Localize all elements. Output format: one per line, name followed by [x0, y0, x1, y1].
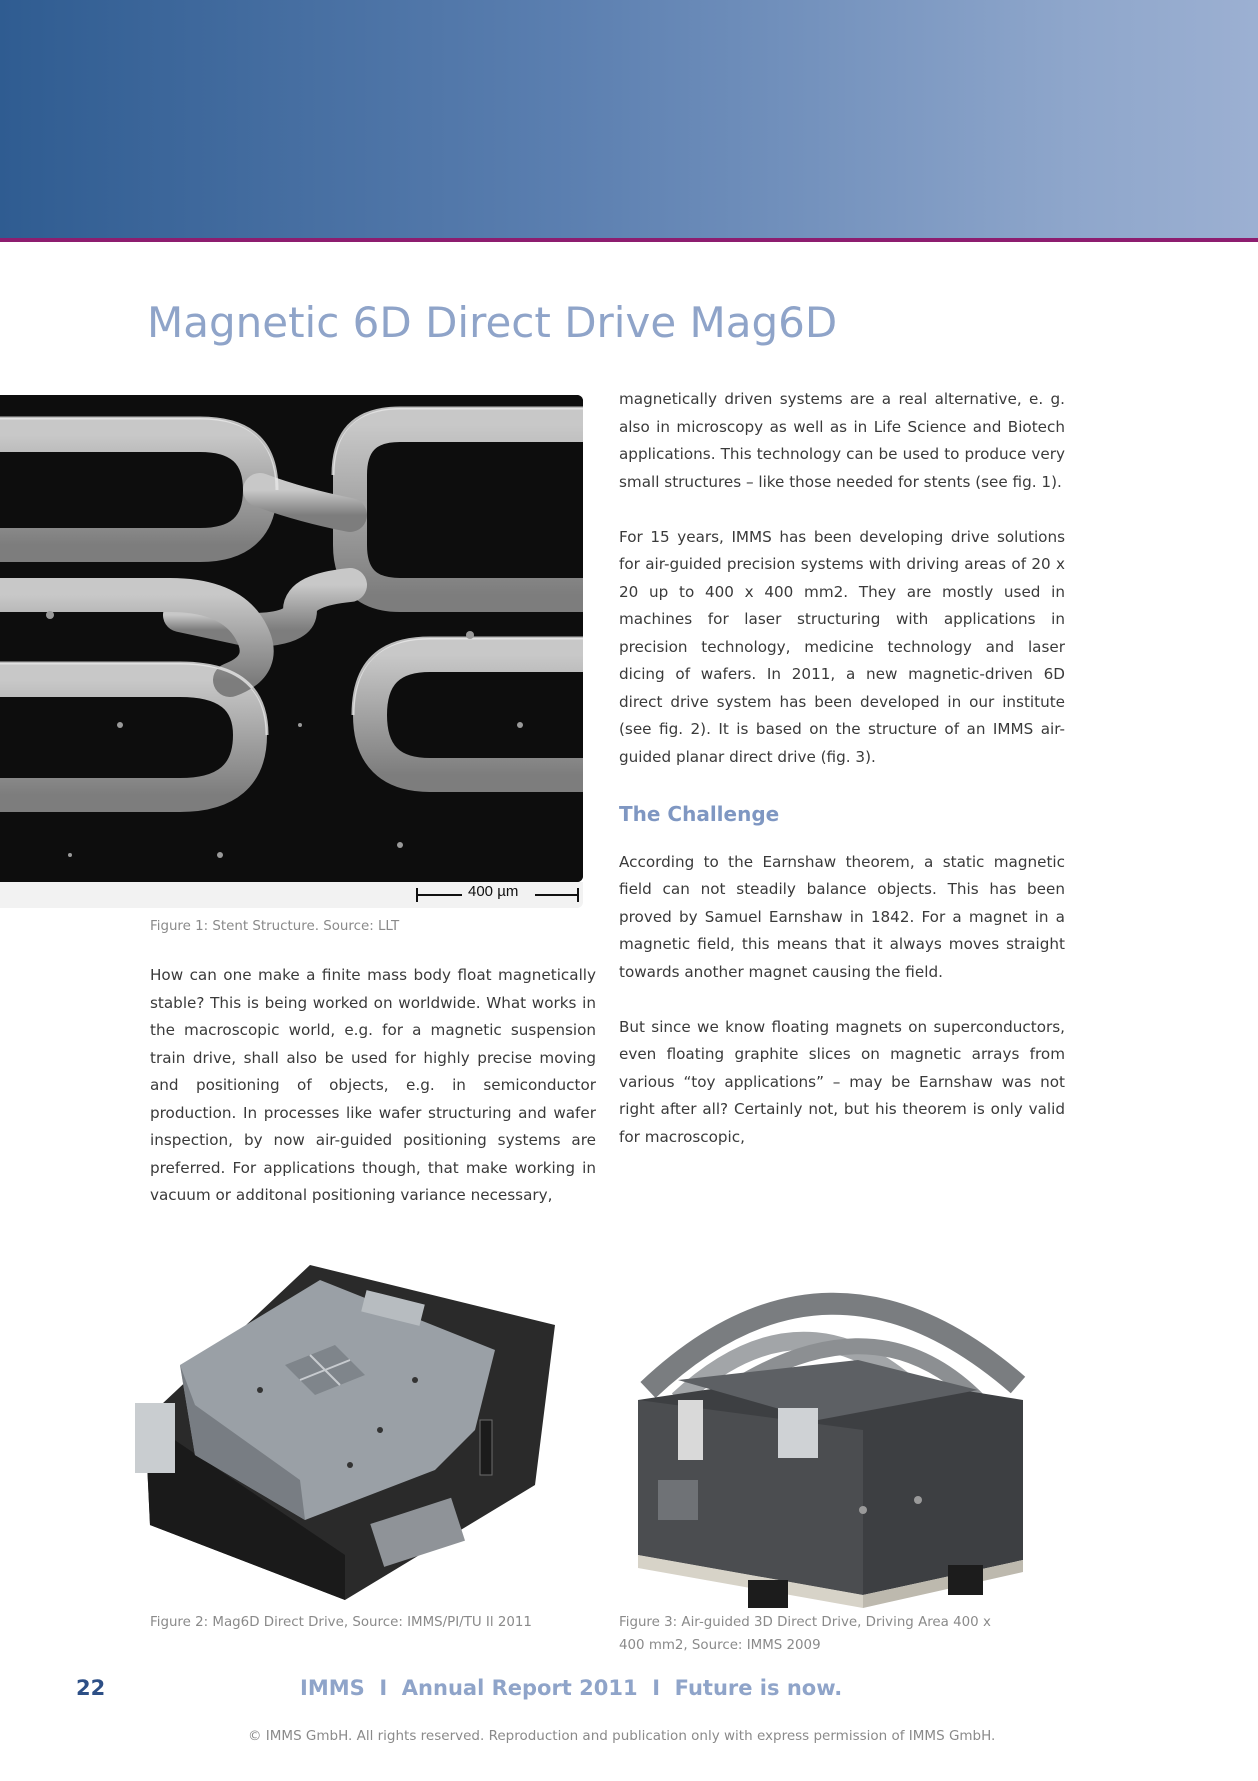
figure-1-stent-image	[0, 395, 583, 882]
figure-3-caption-line-1: Figure 3: Air-guided 3D Direct Drive, Driving Area 400 x	[619, 1615, 991, 1630]
paragraph: According to the Earnshaw theorem, a static magnetic field can not steadily balance objects. This has been proved by Samuel Earnshaw in 1842. For a magnet in a magnetic field, this means that it always moves straight towards another magnet causing the field.	[619, 852, 1065, 981]
section-heading: The Challenge	[619, 801, 780, 826]
copyright-notice: © IMMS GmbH. All rights reserved. Reproduction and publication only with express permission of IMMS GmbH.	[248, 1728, 996, 1744]
page-number: 22	[76, 1676, 106, 1700]
figure-1-scale-bar	[0, 882, 583, 908]
header-accent-line	[0, 238, 1258, 242]
footer-title: IMMS I Annual Report 2011 I Future is now.	[300, 1676, 843, 1700]
left-text-column	[150, 962, 596, 1210]
air-guided-drive-drawing	[618, 1250, 1043, 1608]
figure-3-air-guided-drive-image	[618, 1250, 1043, 1608]
scale-label: 400 µm	[468, 883, 519, 900]
right-text-column	[619, 386, 1065, 1151]
figure-3-caption-line-2: 400 mm2, Source: IMMS 2009	[619, 1638, 821, 1653]
paragraph: But since we know floating magnets on superconductors, even floating graphite slices on magnetic arrays from various “toy applications” – may be Earnshaw was not right after all? Certainly not, but his theorem is only valid for macroscopic,	[619, 1017, 1065, 1146]
figure-3-caption	[619, 1611, 991, 1657]
figure-1-caption: Figure 1: Stent Structure. Source: LLT	[150, 919, 400, 934]
paragraph: For 15 years, IMMS has been developing drive solutions for air-guided precision systems with driving areas of 20 x 20 up to 400 x 400 mm2. They are mostly used in machines for laser structuring with applications in precision technology, medicine technology and laser dicing of wafers. In 2011, a new magnetic-driven 6D direct drive system has been developed in our institute (see fig. 2). It is based on the structure of an IMMS air-guided planar direct drive (fig. 3).	[619, 527, 1065, 766]
header-banner	[0, 0, 1258, 238]
figure-2-caption: Figure 2: Mag6D Direct Drive, Source: IMMS/PI/TU Il 2011	[150, 1615, 532, 1630]
paragraph: How can one make a finite mass body float magnetically stable? This is being worked on worldwide. What works in the macroscopic world, e.g. for a magnetic suspension train drive, shall also be used for highly precise moving and positioning of objects, e.g. in semiconductor production. In processes like wafer structuring and wafer inspection, by now air-guided positioning systems are preferred. For applications though, that make working in vacuum or additonal positioning variance necessary,	[150, 966, 596, 1204]
page-title: Magnetic 6D Direct Drive Mag6D	[147, 298, 838, 347]
mag6d-drive-drawing	[135, 1255, 565, 1605]
figure-2-mag6d-image	[135, 1255, 565, 1605]
stent-structure-drawing	[0, 395, 583, 882]
paragraph: magnetically driven systems are a real alternative, e. g. also in microscopy as well as in Life Science and Biotech applications. This technology can be used to produce very small structures – like those needed for stents (see fig. 1).	[619, 390, 1065, 491]
